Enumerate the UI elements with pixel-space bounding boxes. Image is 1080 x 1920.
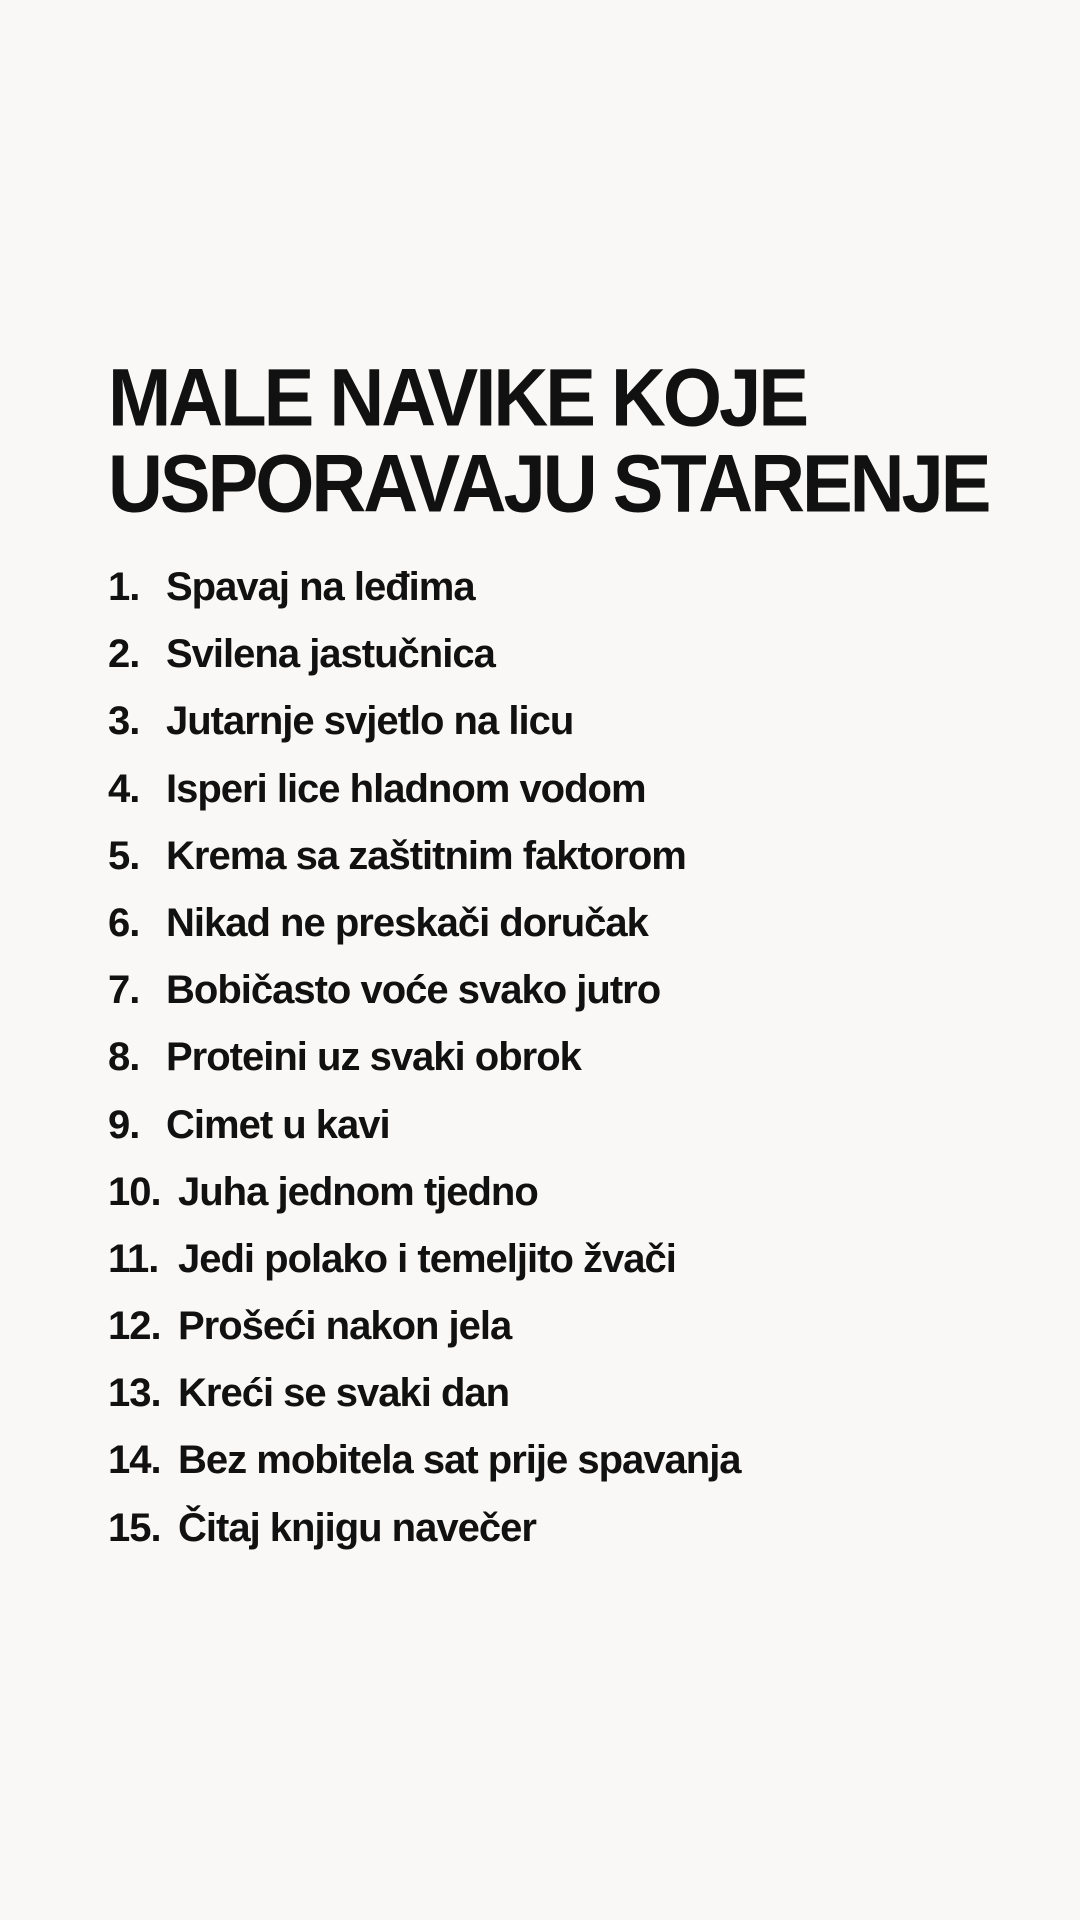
page-title — [108, 352, 1008, 530]
list-item — [108, 699, 741, 766]
list-item-number: 2. — [108, 632, 140, 677]
list-item-text: Jedi polako i temeljito žvači — [178, 1236, 676, 1281]
list-item-number: 6. — [108, 900, 140, 945]
list-item-number: 1. — [108, 565, 140, 609]
list-item-number: 9. — [108, 1102, 140, 1147]
list-item-number: 14. — [108, 1438, 161, 1483]
list-item — [108, 767, 741, 834]
list-item-text: Krema sa zaštitnim faktorom — [166, 833, 686, 878]
list-item — [108, 565, 741, 632]
list-item-text: Juha jednom tjedno — [178, 1169, 538, 1214]
list-item-number: 4. — [108, 766, 140, 811]
list-item-text: Bez mobitela sat prije spavanja — [178, 1438, 741, 1483]
list-item-text: Svilena jastučnica — [166, 632, 495, 677]
list-item — [108, 1304, 741, 1371]
list-item — [108, 1371, 741, 1438]
habit-list — [108, 565, 741, 1573]
list-item — [108, 1103, 741, 1170]
list-item-text: Čitaj knjigu navečer — [178, 1505, 536, 1550]
list-item-text: Prošeći nakon jela — [178, 1304, 512, 1349]
list-item — [108, 1170, 741, 1237]
list-item-number: 13. — [108, 1371, 161, 1416]
list-item-number: 12. — [108, 1304, 161, 1349]
list-item — [108, 1035, 741, 1102]
title-line-2: USPORAVAJU STARENJE — [108, 438, 989, 530]
list-item-text: Proteini uz svaki obrok — [166, 1035, 581, 1080]
list-item-number: 7. — [108, 968, 140, 1013]
list-item — [108, 1506, 741, 1573]
list-item — [108, 968, 741, 1035]
list-item-text: Isperi lice hladnom vodom — [166, 766, 646, 811]
title-line-1: MALE NAVIKE KOJE — [108, 352, 807, 444]
list-item-text: Cimet u kavi — [166, 1102, 390, 1147]
list-item-number: 8. — [108, 1035, 140, 1080]
list-item — [108, 1438, 741, 1505]
list-item — [108, 901, 741, 968]
list-item-text: Bobičasto voće svako jutro — [166, 968, 661, 1013]
list-item-number: 11. — [108, 1236, 159, 1281]
list-item — [108, 1237, 741, 1304]
list-item-number: 10. — [108, 1169, 161, 1214]
list-item — [108, 632, 741, 699]
list-item-text: Jutarnje svjetlo na licu — [166, 699, 574, 744]
list-item-number: 3. — [108, 699, 140, 744]
list-item-number: 5. — [108, 833, 140, 878]
list-item-text: Kreći se svaki dan — [178, 1371, 510, 1416]
list-item-text: Nikad ne preskači doručak — [166, 900, 648, 945]
list-item-number: 15. — [108, 1505, 161, 1550]
list-item-text: Spavaj na leđima — [166, 565, 475, 609]
list-item — [108, 834, 741, 901]
